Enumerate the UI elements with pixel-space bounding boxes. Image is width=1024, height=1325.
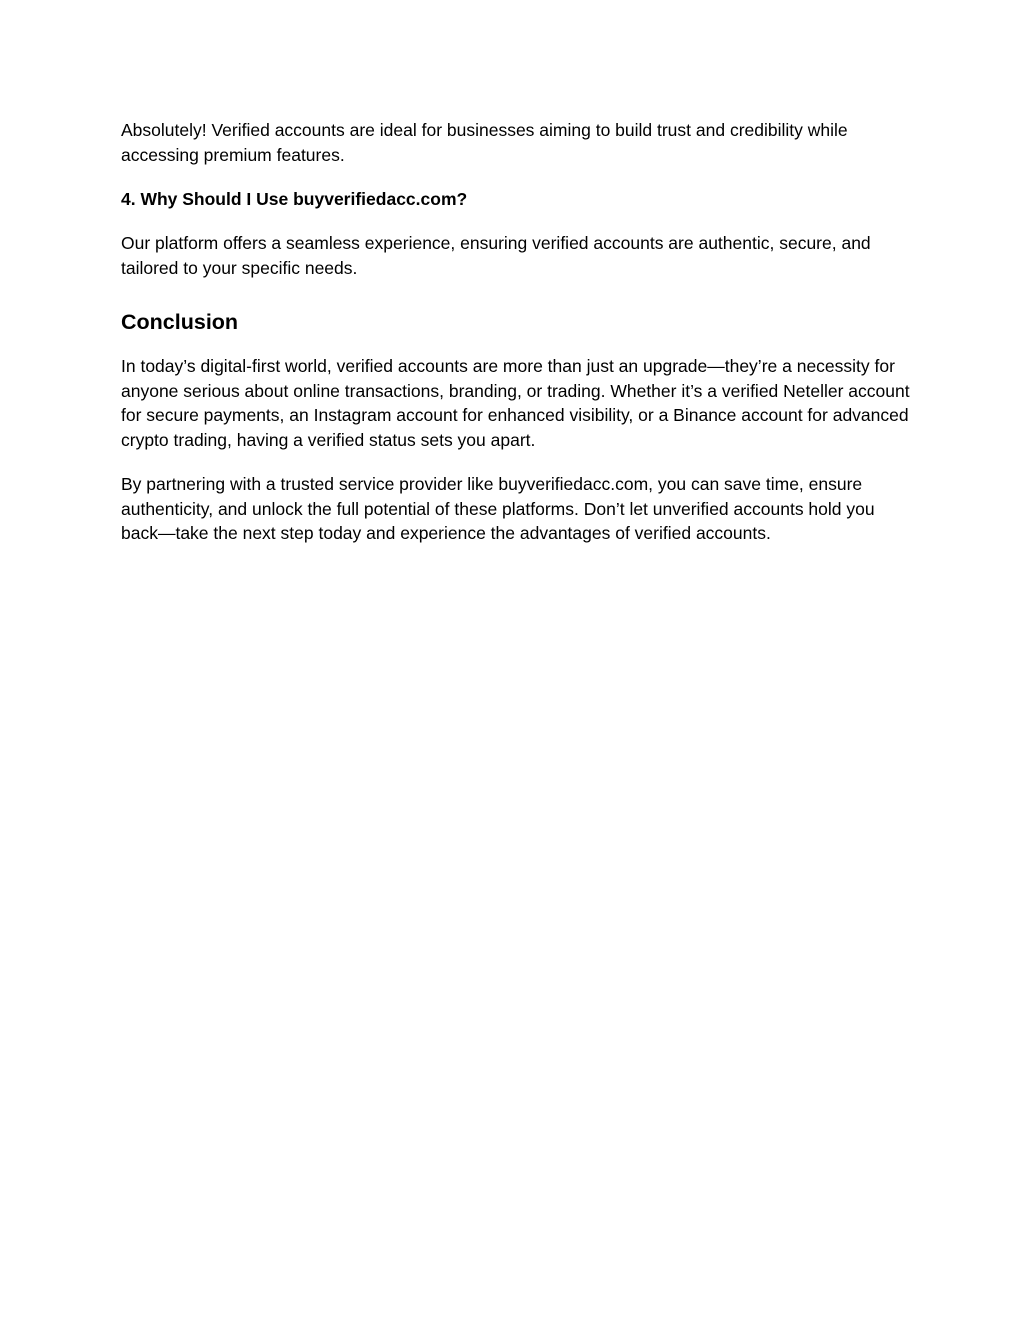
faq-answer-4-paragraph: Our platform offers a seamless experience, ensuring verified accounts are authentic, secure, and tailored to your specific needs. xyxy=(121,233,871,278)
conclusion-paragraph-2: By partnering with a trusted service provider like buyverifiedacc.com, you can save time, ensure authenticity, and unlock the full potential of these platforms. Don’t let unverified accounts hold you back—take the next step today and experience the advantages of verified accounts. xyxy=(121,474,875,543)
intro-paragraph: Absolutely! Verified accounts are ideal for businesses aiming to build trust and credibility while accessing premium features. xyxy=(121,120,848,165)
conclusion-heading: Conclusion xyxy=(121,310,239,334)
conclusion-paragraph-1: In today’s digital-first world, verified accounts are more than just an upgrade—they’re a necessity for anyone serious about online transactions, branding, or trading. Whether it’s a verified Neteller account for secure payments, an Instagram account for enhanced visibility, or a Binance account for advanced crypto trading, having a verified status sets you apart. xyxy=(121,356,910,450)
document-page xyxy=(121,118,911,566)
faq-question-4-heading: 4. Why Should I Use buyverifiedacc.com? xyxy=(121,189,468,209)
